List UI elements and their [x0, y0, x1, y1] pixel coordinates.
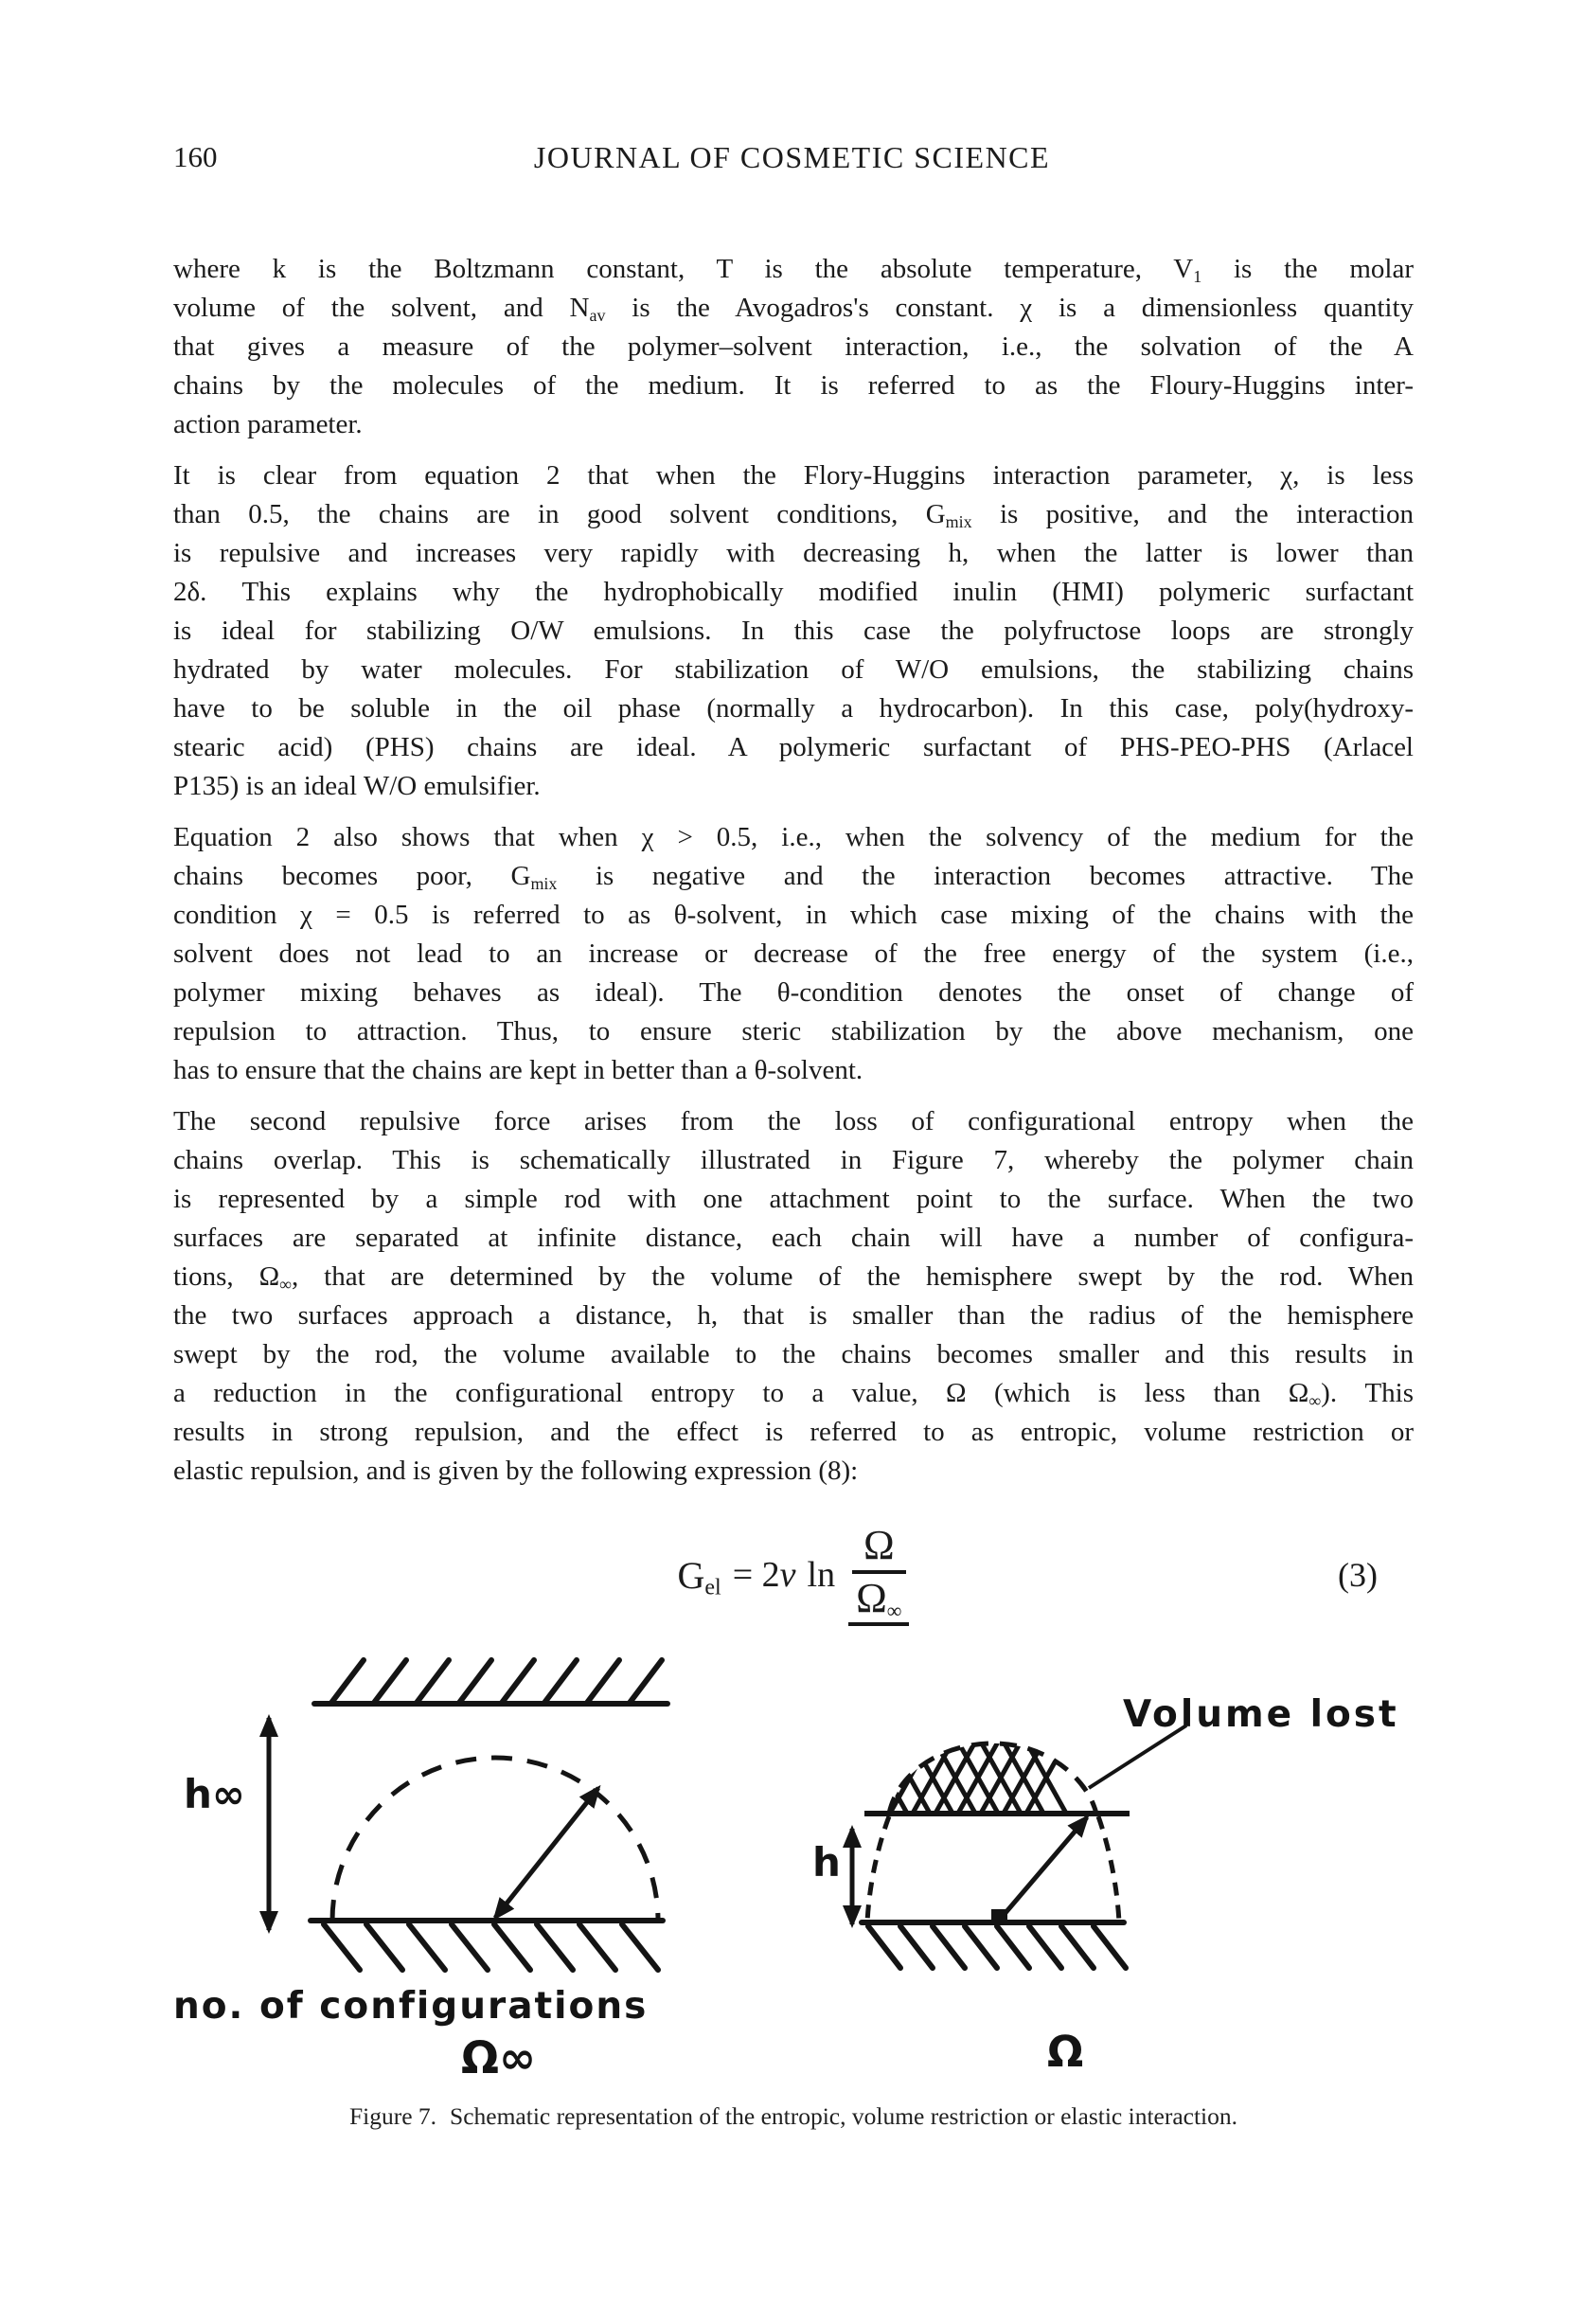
fraction-denominator: $\Omega_\infty$ — [848, 1574, 909, 1626]
text-line: polymer mixing behaves as ideal). The θ-condition denotes the onset of change of — [173, 977, 1414, 1008]
text-line: P135) is an ideal W/O emulsifier. — [173, 771, 541, 801]
text-line: elastic repulsion, and is given by the following expression (8): — [173, 1456, 859, 1486]
text-line: results in strong repulsion, and the effect is referred to as entropic, volume restriction or — [173, 1417, 1414, 1447]
text-line: is ideal for stabilizing O/W emulsions. In this case the polyfructose loops are strongly — [173, 616, 1414, 646]
text-line: surfaces are separated at infinite distance, each chain will have a number of configura- — [173, 1223, 1414, 1253]
paragraph — [173, 456, 1414, 806]
text-line: has to ensure that the chains are kept in better than a θ-solvent. — [173, 1055, 863, 1085]
text-line: repulsion to attraction. Thus, to ensure steric stabilization by the above mechanism, one — [173, 1016, 1414, 1046]
body-text — [173, 250, 1414, 1503]
text-line: 2δ. This explains why the hydrophobically modified inulin (HMI) polymeric surfactant — [173, 577, 1414, 607]
volume-lost-label: Volume lost — [1123, 1693, 1399, 1736]
text-line: chains overlap. This is schematically illustrated in Figure 7, whereby the polymer chain — [173, 1145, 1414, 1175]
configurations-label: no. of configurations — [173, 1985, 649, 2028]
text-line: than 0.5, the chains are in good solvent conditions, $G_{mix}$ is positive, and the interaction — [173, 499, 1414, 532]
rod-arrow — [495, 1788, 598, 1918]
equation-lhs: $G_{el}$ — [677, 1553, 721, 1600]
fraction-numerator: Ω — [852, 1524, 906, 1574]
equation-coefficient: = 2 — [732, 1555, 780, 1595]
lower-surface-hatching — [311, 1921, 663, 1970]
text-line: tions, $\Omega_\infty$, that are determined by the volume of the hemisphere swept by the rod. When — [173, 1261, 1414, 1295]
text-line: the two surfaces approach a distance, h, that is smaller than the radius of the hemisphere — [173, 1300, 1414, 1331]
nu-symbol: ν — [779, 1555, 796, 1595]
text-line: chains becomes poor, $G_{mix}$ is negative and the interaction becomes attractive. The — [173, 861, 1415, 894]
text-line: The second repulsive force arises from the loss of configurational entropy when the — [173, 1106, 1414, 1136]
paragraph — [173, 1102, 1414, 1491]
page-number: 160 — [173, 140, 218, 173]
volume-lost-crosshatch — [864, 1737, 1069, 1818]
equation-expression — [173, 1511, 1414, 1638]
text-line: is repulsive and increases very rapidly with decreasing h, when the latter is lower than — [173, 538, 1414, 568]
equation-fraction — [848, 1521, 909, 1626]
omega-infinity-label: Ω∞ — [461, 2032, 537, 2084]
text-line: solvent does not lead to an increase or decrease of the free energy of the system (i.e., — [173, 939, 1414, 969]
figure-caption — [173, 2102, 1414, 2131]
text-line: stearic acid) (PHS) chains are ideal. A polymeric surfactant of PHS-PEO-PHS (Arlacel — [173, 732, 1414, 762]
h-infinity-label: h∞ — [184, 1771, 245, 1817]
journal-title: JOURNAL OF COSMETIC SCIENCE — [533, 140, 1051, 174]
text-line: action parameter. — [173, 409, 363, 439]
text-line: have to be soluble in the oil phase (normally a hydrocarbon). In this case, poly(hydroxy- — [173, 693, 1414, 724]
text-line: chains by the molecules of the medium. It is referred to as the Floury-Huggins inter- — [173, 370, 1414, 401]
paragraph — [173, 250, 1414, 444]
h-label: h — [812, 1839, 841, 1886]
figure-caption-text: Schematic representation of the entropic, volume restriction or elastic interaction. — [450, 2102, 1238, 2130]
paragraph — [173, 818, 1414, 1090]
text-line: is represented by a simple rod with one attachment point to the surface. When the two — [173, 1184, 1414, 1214]
text-line: swept by the rod, the volume available to the chains becomes smaller and this results in — [173, 1339, 1414, 1369]
text-line: volume of the solvent, and $N_{av}$ is the Avogadros's constant. χ is a dimensionless quantity — [173, 293, 1414, 326]
text-line: It is clear from equation 2 that when the Flory-Huggins interaction parameter, χ, is less — [173, 460, 1414, 491]
lower-surface-hatching — [862, 1922, 1126, 1968]
rod-arrow — [999, 1817, 1087, 1921]
text-line: a reduction in the configurational entropy to a value, Ω (which is less than $\Omega_\infty$). This — [173, 1378, 1415, 1411]
text-line: that gives a measure of the polymer–solvent interaction, i.e., the solvation of the A — [173, 331, 1414, 362]
upper-surface-hatching — [314, 1660, 667, 1704]
text-line: where k is the Boltzmann constant, T is the absolute temperature, $V_1$ is the molar — [173, 254, 1414, 287]
hemisphere-dashed-arc — [332, 1758, 658, 1921]
right-dashed-arc — [1098, 1816, 1119, 1922]
text-line: condition χ = 0.5 is referred to as θ-solvent, in which case mixing of the chains with the — [173, 900, 1414, 930]
text-line: hydrated by water molecules. For stabilization of W/O emulsions, the stabilizing chains — [173, 654, 1414, 685]
ln-operator: ln — [807, 1555, 836, 1595]
equation-number: (3) — [1338, 1556, 1378, 1594]
text-line: Equation 2 also shows that when χ > 0.5, i.e., when the solvency of the medium for the — [173, 822, 1414, 852]
omega-label: Ω — [1047, 2027, 1084, 2077]
equation-3 — [173, 1511, 1414, 1638]
figure7-left-diagram — [170, 1650, 720, 1981]
left-dashed-arc — [867, 1816, 889, 1922]
figure-caption-label: Figure 7. — [348, 2102, 437, 2130]
